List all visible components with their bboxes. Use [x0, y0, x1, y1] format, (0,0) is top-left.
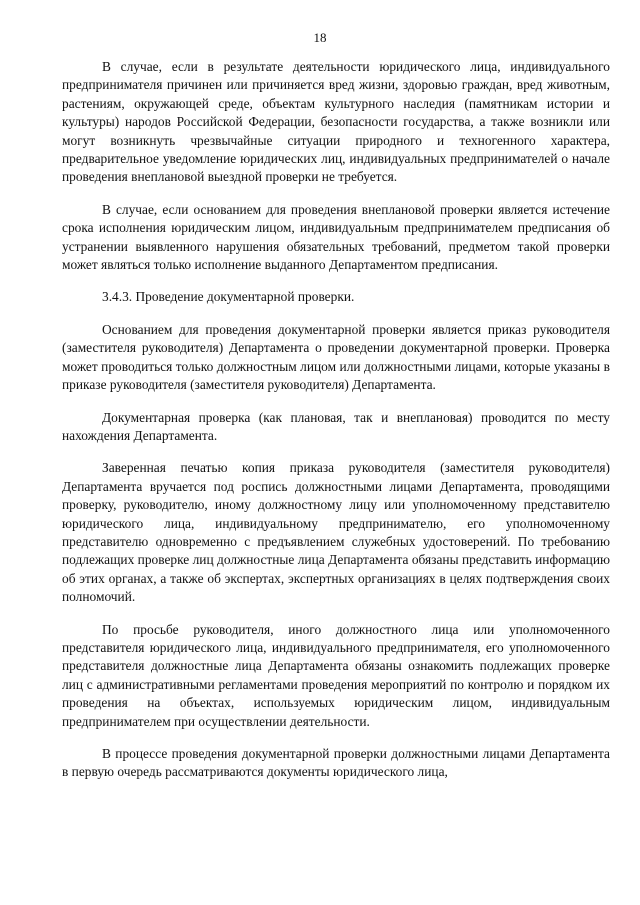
paragraph-document-review: В процессе проведения документарной проверки должностными лицами Департамента в первую очередь рассматриваются документы юридического лица, [62, 746, 610, 780]
paragraph-familiarization: По просьбе руководителя, иного должностного лица или уполномоченного представителя юридического лица, индивидуального предпринимателя, его уполномоченного представителя должностные лица Департамента обязаны ознакомить подлежащих проверке лиц с административными регламентами проведения мероприятий по контролю и порядком их проведения на объектах, используемых юридическим лицом, индивидуальным предпринимателем при осуществлении деятельности. [62, 621, 610, 729]
paragraph-documentary-location: Документарная проверка (как плановая, так и внеплановая) проводится по месту нахождения Департамента. [62, 409, 610, 443]
page-number: 18 [313, 30, 327, 45]
paragraph-order-copy: Заверенная печатью копия приказа руководителя (заместителя руководителя) Департамента вручается под роспись должностными лицами Департамента, проводящими проверку, руководителю, иному должностному лицу или уполномоченному представителю юридического лица, индивидуальному предпринимателю, его уполномоченному представителю одновременно с предъявлением служебных удостоверений. По требованию подлежащих проверке лиц должностные лица Департамента обязаны представить информацию об этих органах, а также об экспертах, экспертных организациях в целях подтверждения своих полномочий. [62, 460, 610, 605]
paragraph-emergency-no-notice: В случае, если в результате деятельности юридического лица, индивидуального предпринимателя причинен или причиняется вред жизни, здоровью граждан, вред животным, растениям, окружающей среде, объектам культурного наследия (памятникам истории и культуры) народов Российской Федерации, безопасности государства, а также возникли или могут возникнуть чрезвычайные ситуации природного и техногенного характера, предварительное уведомление юридических лиц, индивидуальных предпринимателей о начале проведения внеплановой выездной проверки не требуется. [62, 59, 610, 185]
paragraph-prescription-expiry: В случае, если основанием для проведения внеплановой проверки является истечение срока исполнения юридическим лицом, индивидуальным предпринимателем предписания об устранении выявленного нарушения обязательных требований, предметом такой проверки может являться только исполнение выданного Департаментом предписания. [62, 201, 610, 273]
paragraph-documentary-basis: Основанием для проведения документарной проверки является приказ руководителя (заместителя руководителя) Департамента о проведении документарной проверки. Проверка может проводиться только должностным лицом или должностными лицами, которые указаны в приказе руководителя (заместителя руководителя) Департамента. [62, 321, 610, 393]
document-body [62, 58, 610, 796]
section-heading-3-4-3: 3.4.3. Проведение документарной проверки. [102, 289, 355, 305]
